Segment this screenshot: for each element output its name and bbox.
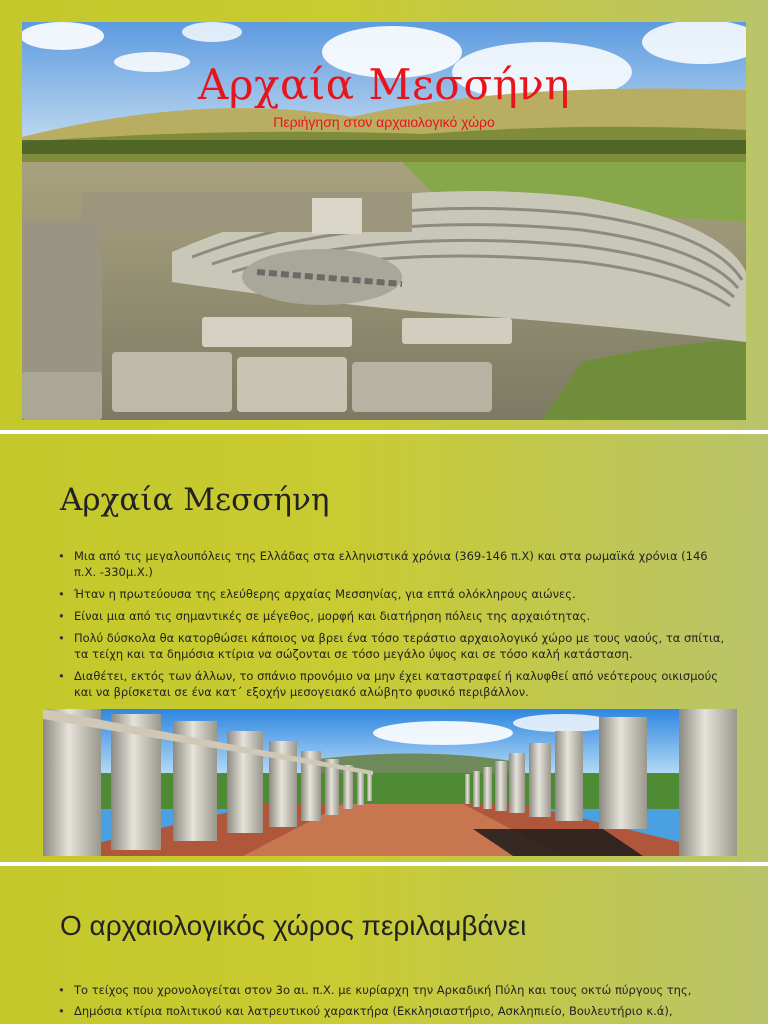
slide-3-title: Ο αρχαιολογικός χώρος περιλαμβάνει xyxy=(60,910,527,941)
slide-3 xyxy=(0,866,768,1024)
colonnade-illustration xyxy=(43,709,737,856)
bullet-item: • Διαθέτει, εκτός των άλλων, το σπάνιο προνόμιο να μην έχει καταστραφεί ή καλυφθεί από νεότερους οικισμούς και να βρίσκεται σε ένα κατ΄ εξοχήν μεσογειακό αλώβητο φυσικό περιβάλλον. xyxy=(58,668,726,700)
bullet-item: • Μια από τις μεγαλουπόλεις της Ελλάδας στα ελληνιστικά χρόνια (369-146 π.Χ) και στα ρωμαϊκά χρόνια (146 π.Χ. -330μ.Χ.) xyxy=(58,548,726,580)
slide-3-bullet-list xyxy=(58,982,748,1024)
bullet-item: • Δημόσια κτίρια πολιτικού και λατρευτικού χαρακτήρα (Εκκλησιαστήριο, Ασκληπιείο, Βουλευτήριο κ.ά), xyxy=(58,1003,748,1019)
slide-1 xyxy=(0,0,768,430)
slide-2-bullet-list xyxy=(58,548,726,706)
slide-2 xyxy=(0,434,768,862)
colonnade-photo xyxy=(43,709,737,856)
slide-1-title: Αρχαία Μεσσήνη xyxy=(198,60,570,109)
slide-1-subtitle: Περιήγηση στον αρχαιολογικό χώρο xyxy=(273,114,495,130)
bullet-item: • Ήταν η πρωτεύουσα της ελεύθερης αρχαίας Μεσσηνίας, για επτά ολόκληρους αιώνες. xyxy=(58,586,726,602)
bullet-item: • Το τείχος που χρονολογείται στον 3ο αι. π.Χ. με κυρίαρχη την Αρκαδική Πύλη και τους οκτώ πύργους της, xyxy=(58,982,748,998)
theatre-photo xyxy=(22,22,746,420)
bullet-item: • Είναι μια από τις σημαντικές σε μέγεθος, μορφή και διατήρηση πόλεις της αρχαιότητας. xyxy=(58,608,726,624)
slide-2-title: Αρχαία Μεσσήνη xyxy=(60,482,330,518)
bullet-item: • Πολύ δύσκολα θα κατορθώσει κάποιος να βρει ένα τόσο τεράστιο αρχαιολογικό χώρο με τους ναούς, τα σπίτια, τα τείχη και τα δημόσια κτίρια να σώζονται σε τόσο μεγάλο ύψος και σε τόσο καλή κατάσταση. xyxy=(58,630,726,662)
